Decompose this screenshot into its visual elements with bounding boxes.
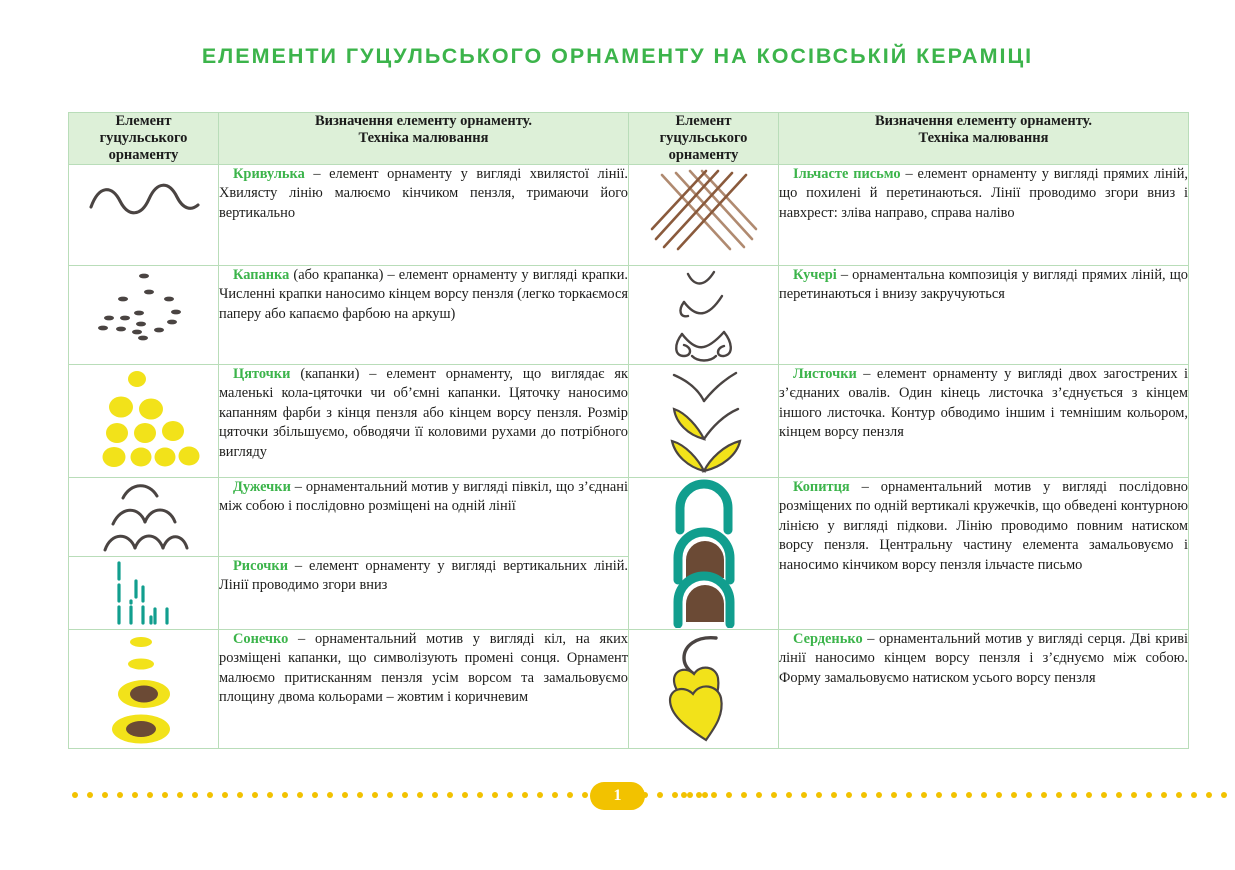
ornament-term: Цяточки xyxy=(233,366,291,382)
footer-dot xyxy=(177,792,183,798)
footer-dot xyxy=(522,792,528,798)
footer-dot xyxy=(1086,792,1092,798)
ornament-illustration-cell xyxy=(69,365,219,478)
footer-dots-right xyxy=(681,792,1235,798)
ornament-definition-cell xyxy=(219,630,629,749)
ornament-term: Серденько xyxy=(793,631,863,647)
footer-dot xyxy=(951,792,957,798)
sun-ellipses-icon xyxy=(69,630,218,748)
footer-dot xyxy=(432,792,438,798)
footer-dot xyxy=(801,792,807,798)
crosshatch-icon xyxy=(629,165,778,265)
ornament-illustration-cell xyxy=(629,165,779,266)
footer-dot xyxy=(681,792,687,798)
ornament-definition-cell xyxy=(779,165,1189,266)
header-definition-col-right xyxy=(779,113,1189,165)
ornament-illustration-cell xyxy=(69,478,219,557)
footer-dot xyxy=(1146,792,1152,798)
header-definition-col-left xyxy=(219,113,629,165)
header-line-1: Визначення елементу орнаменту. xyxy=(874,113,1093,129)
footer-dot xyxy=(552,792,558,798)
footer-dot xyxy=(672,792,678,798)
ornament-term: Рисочки xyxy=(233,558,288,574)
ornament-illustration-cell xyxy=(629,630,779,749)
footer-dot xyxy=(771,792,777,798)
page-number-badge: 1 xyxy=(590,782,645,810)
table-row xyxy=(69,266,1189,365)
footer-dot xyxy=(387,792,393,798)
footer-dot xyxy=(906,792,912,798)
footer-dot xyxy=(192,792,198,798)
vertical-strokes-icon xyxy=(69,557,218,629)
ornament-definition-cell xyxy=(219,266,629,365)
footer-dot xyxy=(537,792,543,798)
ornament-definition-cell xyxy=(219,165,629,266)
ornament-illustration-cell xyxy=(69,165,219,266)
footer-dot xyxy=(741,792,747,798)
ornament-term: Кривулька xyxy=(233,166,305,182)
footer-dot xyxy=(936,792,942,798)
footer-dot xyxy=(657,792,663,798)
footer-dot xyxy=(147,792,153,798)
ornament-definition-cell xyxy=(779,266,1189,365)
footer-dot xyxy=(696,792,702,798)
footer-dot xyxy=(1221,792,1227,798)
header-line-3: орнаменту xyxy=(668,147,739,163)
footer-dot xyxy=(477,792,483,798)
footer-dot xyxy=(297,792,303,798)
ornament-definition-cell xyxy=(219,557,629,630)
ornament-term: Кучері xyxy=(793,267,837,283)
ornament-illustration-cell xyxy=(629,478,779,630)
ornament-definition-cell xyxy=(219,478,629,557)
footer-dot xyxy=(861,792,867,798)
footer-dot xyxy=(831,792,837,798)
footer-dot xyxy=(72,792,78,798)
footer-dot xyxy=(117,792,123,798)
yellow-dots-pyramid-icon xyxy=(69,365,218,473)
ornament-term: Капанка xyxy=(233,267,290,283)
footer-dot xyxy=(267,792,273,798)
footer-dot xyxy=(1101,792,1107,798)
ornament-illustration-cell xyxy=(629,266,779,365)
ornament-illustration-cell xyxy=(629,365,779,478)
hearts-icon xyxy=(629,630,778,742)
footer-dot xyxy=(132,792,138,798)
footer-dot xyxy=(462,792,468,798)
curls-icon xyxy=(629,266,778,364)
header-line-1: Елемент xyxy=(115,113,172,129)
footer-dot xyxy=(327,792,333,798)
wavy-line-icon xyxy=(69,165,218,235)
footer-dot xyxy=(1041,792,1047,798)
horseshoes-icon xyxy=(629,478,778,628)
header-line-1: Елемент xyxy=(675,113,732,129)
footer-dot xyxy=(447,792,453,798)
table-row xyxy=(69,478,1189,557)
header-line-2: Техніка малювання xyxy=(918,130,1049,146)
footer-dot xyxy=(996,792,1002,798)
small-dots-icon xyxy=(69,266,218,348)
ornament-description: (капанки) – елемент орнаменту, що виглядає як маленькі кола-цяточки чи об’ємні капанки. Цяточку наносимо капанням фарби з кінця пензля або кінцем ворсу пензля. Розмір цяточки збільшуємо, обводячи її коловими рухами до потрібного вигляду xyxy=(219,366,628,460)
footer-dot xyxy=(282,792,288,798)
footer-dot xyxy=(1116,792,1122,798)
footer-dot xyxy=(786,792,792,798)
ornament-description: – елемент орнаменту у вигляді хвилястої лінії. Хвилясту лінію малюємо кінчиком пензля, тримаючи його вертикально xyxy=(219,166,628,221)
footer-dot xyxy=(417,792,423,798)
page-footer xyxy=(0,780,1235,820)
footer-dot xyxy=(222,792,228,798)
leaves-icon xyxy=(629,365,778,477)
footer-dot xyxy=(402,792,408,798)
ornament-description: – орнаментальний мотив у вигляді півкіл, що з’єднані між собою і послідовно розміщені на одній лінії xyxy=(219,479,628,515)
ornament-definition-cell xyxy=(219,365,629,478)
ornament-definition-cell xyxy=(779,478,1189,630)
footer-dot xyxy=(1026,792,1032,798)
ornament-description: – орнаментальна композиція у вигляді прямих ліній, що перетинаються і внизу закручуються xyxy=(779,267,1188,303)
footer-dot xyxy=(237,792,243,798)
footer-dot xyxy=(492,792,498,798)
footer-dot xyxy=(1056,792,1062,798)
footer-dot xyxy=(726,792,732,798)
footer-dot xyxy=(1176,792,1182,798)
footer-dot xyxy=(876,792,882,798)
ornament-term: Сонечко xyxy=(233,631,289,647)
ornament-description: (або крапанка) – елемент орнаменту у вигляді крапки. Численні крапки наносимо кінцем ворсу пензля (легко торкаємося паперу або капаємо фарбою на аркуш) xyxy=(219,267,628,322)
footer-dot xyxy=(921,792,927,798)
table-header-row xyxy=(69,113,1189,165)
header-element-col-left xyxy=(69,113,219,165)
footer-dot xyxy=(102,792,108,798)
ornament-term: Ільчасте письмо xyxy=(793,166,901,182)
ornament-illustration-cell xyxy=(69,266,219,365)
header-element-col-right xyxy=(629,113,779,165)
footer-dot xyxy=(342,792,348,798)
ornament-description: – елемент орнаменту у вигляді вертикальних ліній. Лінії проводимо згори вниз xyxy=(219,558,628,594)
footer-dot xyxy=(846,792,852,798)
ornament-description: – орнаментальний мотив у вигляді послідовно розміщених по одній вертикалі кружечків, що обведені контурною лінією у вигляді підкови. Лінію проводимо повним натиском ворсу пензля. Центральну частину елемента замальовуємо і наносимо кінчиком ворсу пензля ільчасте письмо xyxy=(779,479,1188,573)
footer-dot xyxy=(372,792,378,798)
footer-dot xyxy=(87,792,93,798)
ornament-elements-table xyxy=(68,112,1189,749)
footer-dot xyxy=(966,792,972,798)
footer-dot xyxy=(312,792,318,798)
table-row xyxy=(69,630,1189,749)
footer-dot xyxy=(582,792,588,798)
table-row xyxy=(69,165,1189,266)
header-line-2: гуцульського xyxy=(99,130,188,146)
footer-dot xyxy=(981,792,987,798)
footer-dot xyxy=(711,792,717,798)
footer-dot xyxy=(567,792,573,798)
ornament-term: Дужечки xyxy=(233,479,291,495)
footer-dot xyxy=(162,792,168,798)
footer-dot xyxy=(507,792,513,798)
ornament-definition-cell xyxy=(779,365,1189,478)
ornament-illustration-cell xyxy=(69,557,219,630)
ornament-description: – орнаментальний мотив у вигляді серця. Дві криві лінії наносимо кінцем ворсу пензля і з’єднуємо між собою. Форму замальовуємо натиском усього ворсу пензля xyxy=(779,631,1188,686)
footer-dot xyxy=(816,792,822,798)
table-row xyxy=(69,365,1189,478)
footer-dot xyxy=(1206,792,1212,798)
footer-dot xyxy=(252,792,258,798)
footer-dot xyxy=(1131,792,1137,798)
footer-dot xyxy=(1191,792,1197,798)
ornament-definition-cell xyxy=(779,630,1189,749)
footer-dot xyxy=(357,792,363,798)
ornament-illustration-cell xyxy=(69,630,219,749)
arcs-icon xyxy=(69,478,218,556)
footer-dot xyxy=(1161,792,1167,798)
header-line-2: гуцульського xyxy=(659,130,748,146)
footer-dot xyxy=(756,792,762,798)
footer-dot xyxy=(207,792,213,798)
ornament-description: – елемент орнаменту у вигляді двох загострених і з’єднаних овалів. Один кінець листочка з’єднується з кінцем іншого листочка. Контур обводимо іншим і темнішим кольором, кінцем ворсу пензля xyxy=(779,366,1188,441)
ornament-term: Листочки xyxy=(793,366,857,382)
footer-dot xyxy=(891,792,897,798)
header-line-1: Визначення елементу орнаменту. xyxy=(314,113,533,129)
header-line-3: орнаменту xyxy=(108,147,179,163)
footer-dot xyxy=(1071,792,1077,798)
ornament-description: – елемент орнаменту у вигляді прямих ліній, що похилені й перетинаються. Лінії проводимо згори вниз і навхрест: зліва направо, справа наліво xyxy=(779,166,1189,221)
ornament-term: Копитця xyxy=(793,479,850,495)
header-line-2: Техніка малювання xyxy=(358,130,489,146)
page-title: ЕЛЕМЕНТИ ГУЦУЛЬСЬКОГО ОРНАМЕНТУ НА КОСІВСЬКІЙ КЕРАМІЦІ xyxy=(201,44,1034,68)
ornament-description: – орнаментальний мотив у вигляді кіл, на яких розміщені капанки, що символізують промені сонця. Орнамент малюємо притисканням пензля усім ворсом та замальовуємо площину двома кольорами – жовтим і коричневим xyxy=(219,631,628,706)
footer-dot xyxy=(1011,792,1017,798)
